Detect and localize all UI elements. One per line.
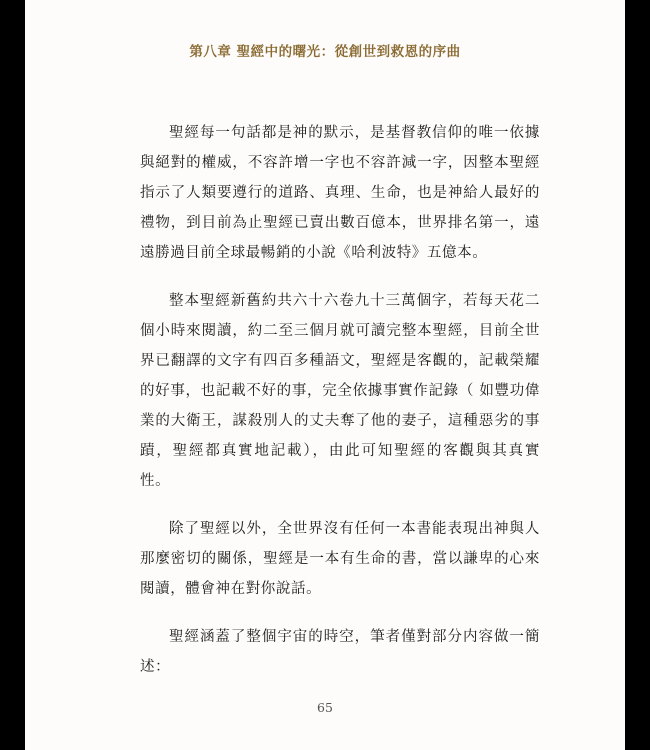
paragraph: 聖經每一句話都是神的默示，是基督教信仰的唯一依據與絕對的權威，不容許增一字也不容許減一字，因整本聖經指示了人類要遵行的道路、真理、生命，也是神給人最好的禮物，到目前為止聖經已賣出數百億本，世界排名第一，遠遠勝過目前全球最暢銷的小說《哈利波特》五億本。 — [140, 125, 540, 261]
document-page — [25, 0, 625, 750]
paragraph: 聖經涵蓋了整個宇宙的時空，筆者僅對部分内容做一簡述： — [140, 629, 540, 675]
paragraph: 除了聖經以外，全世界沒有任何一本書能表現出神與人那麼密切的關係，聖經是一本有生命的書，當以謙卑的心來閱讀，體會神在對你說話。 — [140, 521, 540, 597]
paragraph: 整本聖經新舊約共六十六卷九十三萬個字，若每天花二個小時來閱讀，約二至三個月就可讀完整本聖經，目前全世界已翻譯的文字有四百多種語文，聖經是客觀的，記載榮耀的好事，也記載不好的事，完全依據事實作記錄（ 如豐功偉業的大衛王，謀殺別人的丈夫奪了他的妻子，這種惡劣的事蹟，聖經都真實地記載），由此可知聖經的客觀與其真實性。 — [140, 293, 540, 489]
page-content — [25, 0, 625, 750]
body-text-area — [140, 118, 540, 682]
page-number: 65 — [317, 700, 333, 715]
chapter-header: 第八章 聖經中的曙光：從創世到救恩的序曲 — [189, 44, 461, 60]
